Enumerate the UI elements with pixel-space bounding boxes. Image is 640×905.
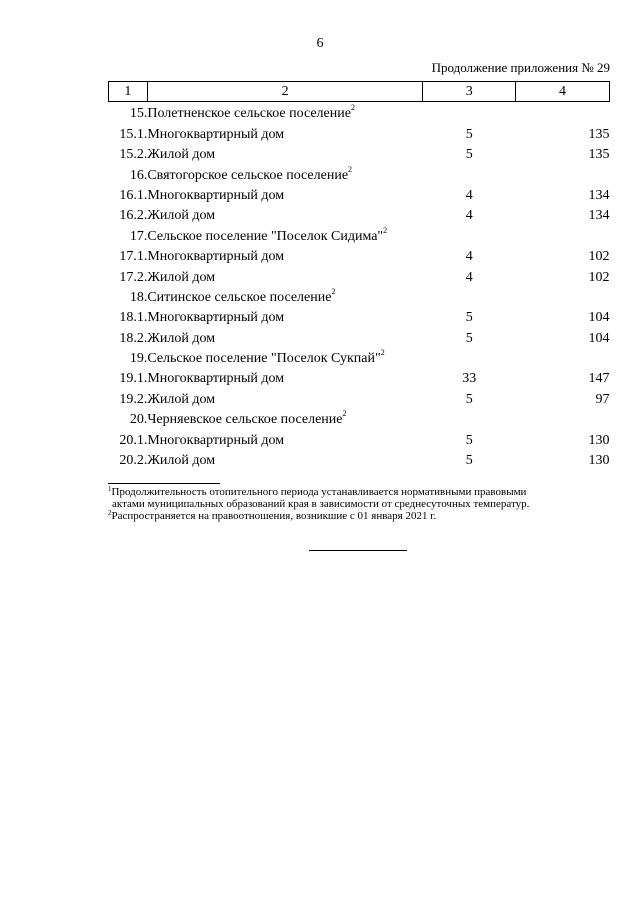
row-value-4: 130 (588, 453, 610, 469)
table-row (109, 449, 610, 469)
row-name-cell (147, 347, 422, 367)
row-name: Сельское поселение "Поселок Сукпай" (147, 351, 381, 367)
row-value-4: 104 (588, 330, 610, 346)
row-value-3 (423, 224, 516, 244)
row-number: 18. (129, 289, 148, 305)
table-row (109, 347, 610, 367)
row-value-3: 4 (465, 249, 473, 265)
row-value-3: 4 (465, 208, 473, 224)
footnote-2-text: Распространяется на правоотношения, возникшие с 01 января 2021 г. (111, 510, 437, 522)
row-value-4: 104 (588, 310, 610, 326)
row-name-cell (147, 204, 422, 224)
table-row (109, 224, 610, 244)
row-number: 17. (129, 228, 148, 244)
row-number: 20. (129, 412, 148, 428)
row-name-cell (147, 408, 422, 428)
footnote-ref: 2 (342, 409, 347, 419)
row-value-4 (516, 286, 610, 306)
footnote-1 (108, 486, 610, 510)
row-value-3: 33 (462, 371, 477, 387)
row-number: 19.2. (119, 391, 148, 407)
continuation-label: Продолжение приложения № 29 (431, 60, 610, 75)
row-value-3: 5 (465, 391, 473, 407)
row-name: Жилой дом (147, 453, 216, 469)
table-body (109, 102, 610, 470)
page-number: 6 (316, 36, 324, 51)
row-value-3: 5 (465, 453, 473, 469)
footnote-separator (108, 483, 220, 484)
row-value-4 (516, 163, 610, 183)
table-row (109, 143, 610, 163)
table-row (109, 428, 610, 448)
row-name-cell (147, 387, 422, 407)
row-number: 15.2. (119, 147, 148, 163)
row-name: Жилой дом (147, 269, 216, 285)
row-name-cell (147, 286, 422, 306)
row-number: 20.1. (119, 432, 148, 448)
column-header-1: 1 (109, 82, 148, 102)
row-number: 20.2. (119, 453, 148, 469)
row-number: 19. (129, 351, 148, 367)
row-value-4: 130 (588, 432, 610, 448)
row-value-4: 134 (588, 187, 610, 203)
row-value-4 (516, 347, 610, 367)
row-number: 16.2. (119, 208, 148, 224)
row-value-4 (516, 102, 610, 123)
row-value-4 (516, 408, 610, 428)
footnote-1-line-1: Продолжительность отопительного периода устанавливается нормативными правовыми (111, 486, 527, 498)
row-value-3 (423, 163, 516, 183)
row-name: Полетненское сельское поселение (147, 106, 351, 122)
row-value-4: 135 (588, 147, 610, 163)
row-number: 15.1. (119, 126, 148, 142)
footnote-2-mark: 2 (108, 509, 112, 517)
row-value-4: 102 (588, 269, 610, 285)
row-name: Сельское поселение "Поселок Сидима" (147, 228, 384, 244)
row-name: Многоквартирный дом (147, 432, 285, 448)
column-header-3: 3 (423, 82, 516, 102)
row-name: Жилой дом (147, 391, 216, 407)
row-value-3: 5 (465, 330, 473, 346)
row-number: 18.1. (119, 310, 148, 326)
table-row (109, 408, 610, 428)
table-row (109, 367, 610, 387)
row-name: Многоквартирный дом (147, 371, 285, 387)
row-value-4: 97 (595, 391, 610, 407)
row-name-cell (147, 163, 422, 183)
table-row (109, 306, 610, 326)
heating-period-table (108, 81, 610, 469)
row-name: Ситинское сельское поселение (147, 289, 332, 305)
table-row (109, 163, 610, 183)
table-row (109, 204, 610, 224)
footnote-2 (108, 510, 610, 522)
footnote-1-line-2: актами муниципальных образований края в зависимости от среднесуточных температур. (112, 498, 530, 510)
table-row (109, 265, 610, 285)
row-value-3: 5 (465, 310, 473, 326)
row-number: 15. (129, 106, 148, 122)
row-number: 16. (129, 167, 148, 183)
table-row (109, 122, 610, 142)
row-value-4: 135 (588, 126, 610, 142)
row-name-cell (147, 449, 422, 469)
table-row (109, 387, 610, 407)
table-row (109, 245, 610, 265)
row-value-3 (423, 347, 516, 367)
row-value-3 (423, 408, 516, 428)
row-value-3: 5 (465, 432, 473, 448)
end-separator (309, 550, 407, 551)
column-header-2: 2 (147, 82, 422, 102)
row-name-cell (147, 224, 422, 244)
row-value-3 (423, 286, 516, 306)
row-value-3: 5 (465, 126, 473, 142)
footnotes (108, 486, 610, 522)
row-number: 19.1. (119, 371, 148, 387)
row-name: Жилой дом (147, 147, 216, 163)
row-value-3: 5 (465, 147, 473, 163)
row-name-cell (147, 143, 422, 163)
row-name: Многоквартирный дом (147, 310, 285, 326)
table-row (109, 326, 610, 346)
row-value-4: 147 (588, 371, 610, 387)
table-row (109, 102, 610, 123)
row-name-cell (147, 306, 422, 326)
row-name: Многоквартирный дом (147, 187, 285, 203)
footnote-ref: 2 (350, 103, 355, 113)
row-name-cell (147, 326, 422, 346)
row-number: 17.1. (119, 249, 148, 265)
footnote-ref: 2 (380, 348, 385, 358)
row-name-cell (147, 122, 422, 142)
row-name-cell (147, 245, 422, 265)
column-header-4: 4 (516, 82, 610, 102)
table-row (109, 286, 610, 306)
row-name: Многоквартирный дом (147, 126, 285, 142)
row-name: Черняевское сельское поселение (147, 412, 343, 428)
table-header-row (109, 82, 610, 102)
row-name-cell (147, 184, 422, 204)
row-value-3 (423, 102, 516, 123)
row-name: Святогорское сельское поселение (147, 167, 349, 183)
footnote-ref: 2 (348, 164, 353, 174)
row-number: 17.2. (119, 269, 148, 285)
row-name-cell (147, 428, 422, 448)
row-value-3: 4 (465, 269, 473, 285)
row-value-4 (516, 224, 610, 244)
row-name: Жилой дом (147, 208, 216, 224)
table-row (109, 184, 610, 204)
row-number: 16.1. (119, 187, 148, 203)
row-name-cell (147, 265, 422, 285)
row-name-cell (147, 367, 422, 387)
footnote-ref: 2 (383, 225, 388, 235)
row-value-3: 4 (465, 187, 473, 203)
footnote-ref: 2 (331, 286, 336, 296)
footnote-1-mark: 1 (108, 485, 112, 493)
row-name: Многоквартирный дом (147, 249, 285, 265)
row-value-4: 134 (588, 208, 610, 224)
row-value-4: 102 (588, 249, 610, 265)
row-name: Жилой дом (147, 330, 216, 346)
row-number: 18.2. (119, 330, 148, 346)
row-name-cell (147, 102, 422, 123)
